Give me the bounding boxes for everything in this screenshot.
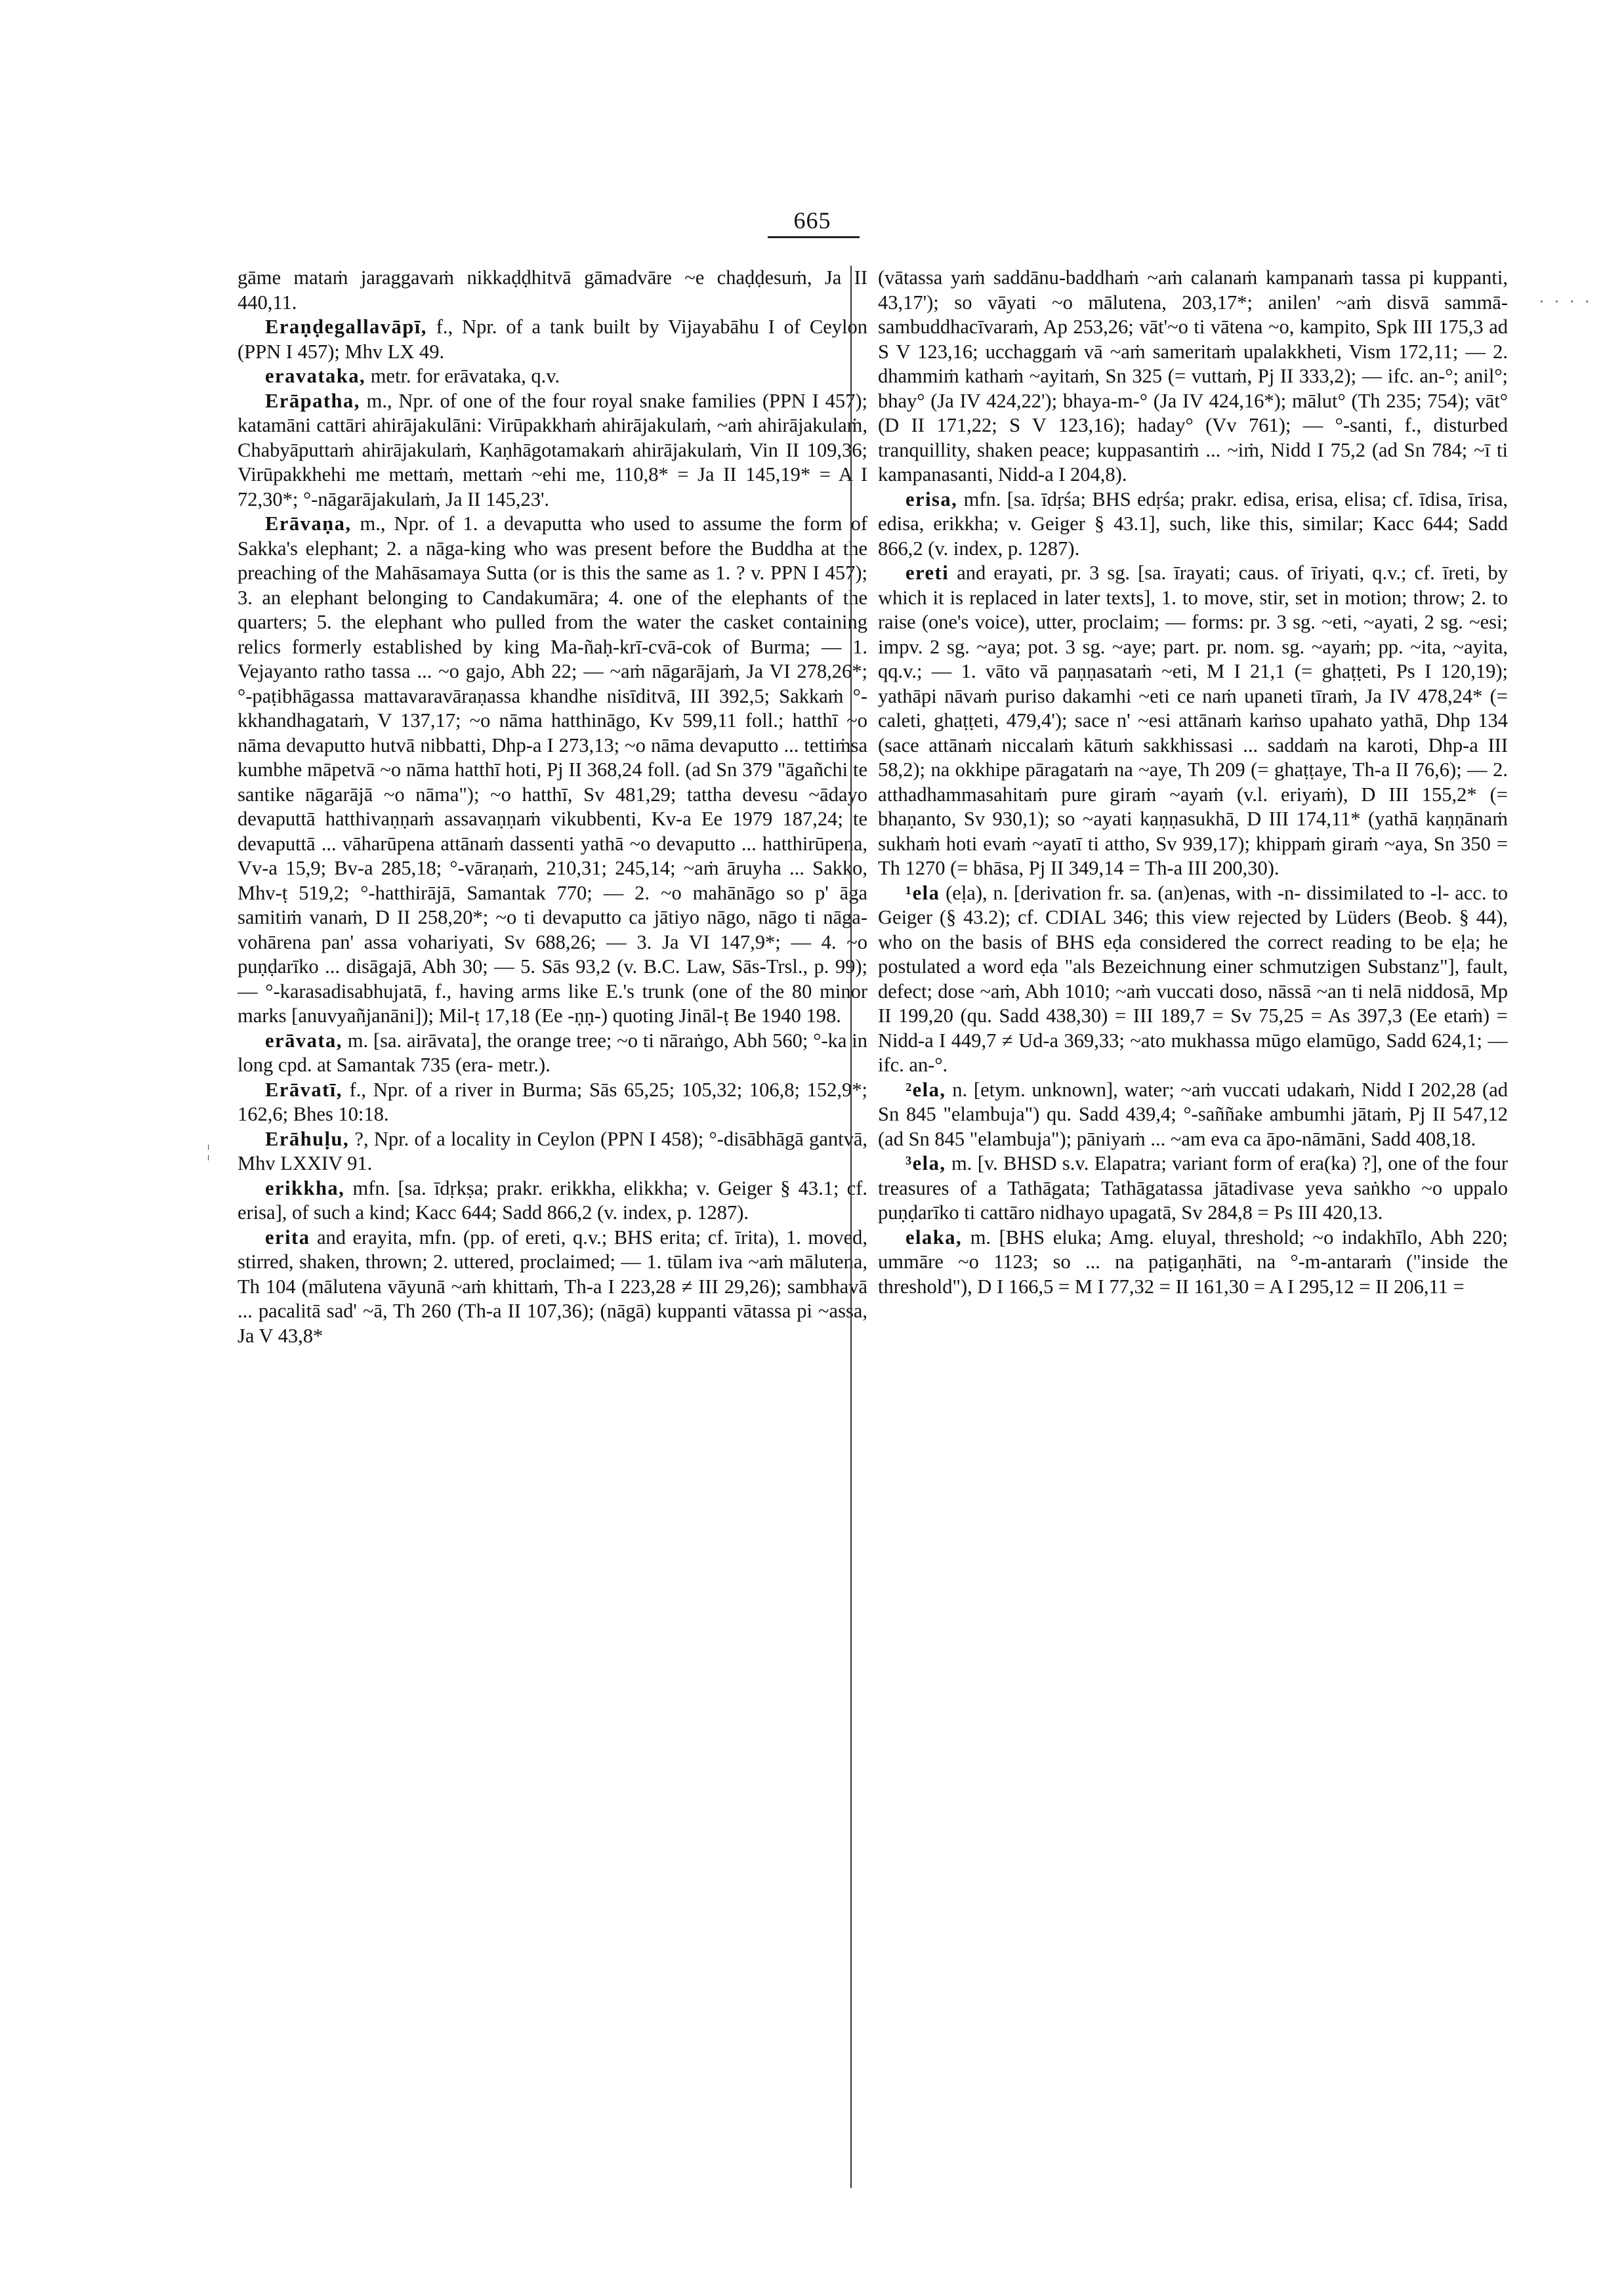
entry-body: f., Npr. of a river in Burma; Sās 65,25; 105,32; 106,8; 152,9*; 162,6; Bhes 10:18.	[238, 1078, 867, 1125]
dictionary-entry	[238, 266, 867, 315]
entry-body: (eḷa), n. [derivation fr. sa. (an)enas, with -n- dissimilated to -l- acc. to Geiger (§ 43.2); cf. CDIAL 346; this view rejected by Lüders (Beob. § 44), who on the basis of BHS eḍa considered the correct reading to be eḷa; he postulated a word eḍa "als Bezeichnung einer schmutzigen Substanz"], fault, defect; dose ~aṁ, Abh 1010; ~aṁ vuccati doso, nāssā ~an ti nelā niddosā, Mp II 199,20 (qu. Sadd 438,30) = III 189,7 = Sv 75,25 = As 397,3 (Ee etaṁ) = Nidd-a I 449,7 ≠ Ud-a 369,33; ~ato mukhassa mūgo elamūgo, Sadd 624,1; — ifc. an-°.	[878, 881, 1508, 1076]
entry-headword: Eraṇḍegallavāpī,	[265, 316, 427, 338]
entry-body: m. [sa. airāvata], the orange tree; ~o ti nāraṅgo, Abh 560; °-ka in long cpd. at Samantak 735 (era- metr.).	[238, 1029, 867, 1076]
dictionary-entry	[238, 1078, 867, 1127]
dictionary-entry	[878, 1151, 1508, 1226]
entry-headword: eravataka,	[265, 365, 366, 387]
entry-headword: ²ela,	[906, 1078, 946, 1101]
dictionary-entry	[878, 561, 1508, 881]
entry-headword: Erāvaṇa,	[265, 512, 352, 535]
entry-body: and erayati, pr. 3 sg. [sa. īrayati; caus. of īriyati, q.v.; cf. īreti, by which it is replaced in later texts], 1. to move, stir, set in motion; throw; 2. to raise (one's voice), utter, proclaim; — forms: pr. 3 sg. ~eti, ~ayati, 2 sg. ~esi; impv. 2 sg. ~aya; pot. 3 sg. ~aye; part. pr. nom. sg. ~ayaṁ; pp. ~ita, ~ayita, qq.v.; — 1. vāto vā paṇṇasataṁ ~eti, M I 21,1 (= ghaṭṭeti, Ps I 120,19); yathāpi nāvaṁ puriso dakamhi ~eti ce naṁ upaneti tīraṁ, Ja IV 478,24* (= caleti, ghaṭṭeti, 479,4'); sace n' ~esi attānaṁ kaṁso upahato yathā, Dhp 134 (sace attānaṁ niccalaṁ kātuṁ sakkhissasi ... saddaṁ na karoti, Dhp-a III 58,2); na okkhipe pāragataṁ na ~aye, Th 209 (= ghaṭṭaye, Th-a II 76,6); — 2. atthadhammasahitaṁ pure giraṁ ~ayaṁ (v.l. eriyaṁ), D III 155,2* (= bhaṇanto, Sv 930,1); so ~ayati kaṇṇasukhā, D III 174,11* (yathā kaṇṇānaṁ sukhaṁ hoti evaṁ ~ayatī ti attho, Sv 939,17); khippaṁ giraṁ ~aya, Sn 350 = Th 1270 (= bhāsa, Pj II 349,14 = Th-a III 200,30).	[878, 562, 1508, 879]
entry-body: mfn. [sa. īdṛkṣa; prakr. erikkha, elikkha; v. Geiger § 43.1; cf. erisa], of such a kind; Kacc 644; Sadd 866,2 (v. index, p. 1287).	[238, 1176, 867, 1224]
entry-body: m. [v. BHSD s.v. Elapatra; variant form of era(ka) ?], one of the four treasures of a Tathāgata; Tathāgatassa jātadivase yeva saṅkho ~o uppalo puṇḍarīko ti cattāro nidhayo upagatā, Sv 284,8 = Ps III 420,13.	[878, 1152, 1508, 1224]
entry-headword: erikkha,	[265, 1176, 345, 1199]
margin-tick: ¦	[207, 1142, 213, 1161]
entry-headword: elaka,	[906, 1226, 963, 1249]
dictionary-entry	[878, 487, 1508, 562]
entry-headword: ereti	[906, 562, 949, 584]
entry-body: (vātassa yaṁ saddānu-baddhaṁ ~aṁ calanaṁ kampanaṁ tassa pi kuppanti, 43,17'); so vāyati ~o mālutena, 203,17*; anilen' ~aṁ disvā sammā-sambuddhacīvaraṁ, Ap 253,26; vāt'~o ti vātena ~o, kampito, Spk III 175,3 ad S V 123,16; ucchaggaṁ vā ~aṁ sameritaṁ upalakkheti, Vism 172,11; — 2. dhammiṁ kathaṁ ~ayitaṁ, Sn 325 (= vuttaṁ, Pj II 333,2); — ifc. an-°; anil°; bhay° (Ja IV 424,22'); bhaya-m-° (Ja IV 424,16*); mālut° (Th 235; 754); vāt° (D II 171,22; S V 123,16); haday° (Vv 761); — °-santi, f., disturbed tranquillity, shaken peace; kuppasantiṁ ... ~iṁ, Nidd I 75,2 (ad Sn 784; ~ī ti kampanasanti, Nidd-a I 204,8).	[878, 266, 1508, 486]
left-column	[238, 266, 867, 2208]
entry-body: metr. for erāvataka, q.v.	[370, 365, 560, 387]
entry-headword: ³ela,	[906, 1152, 946, 1174]
dictionary-entry	[238, 512, 867, 1029]
entry-headword: Erāpatha,	[265, 389, 360, 412]
dictionary-entry	[238, 1176, 867, 1226]
column-divider	[850, 266, 852, 2188]
entry-headword: ¹ela	[906, 881, 940, 904]
entry-body: n. [etym. unknown], water; ~aṁ vuccati udakaṁ, Nidd I 202,28 (ad Sn 845 "elambuja") qu. Sadd 439,4; °-saññake ambumhi jātaṁ, Pj II 547,12 (ad Sn 845 "elambuja"); pāniyaṁ ... ~am eva ca āpo-nāmāni, Sadd 408,18.	[878, 1078, 1508, 1150]
right-column	[878, 266, 1508, 2208]
entry-body: mfn. [sa. īdṛśa; BHS edṛśa; prakr. edisa, erisa, elisa; cf. īdisa, īrisa, edisa, erikkha; v. Geiger § 43.1], such, like this, similar; Kacc 644; Sadd 866,2 (v. index, p. 1287).	[878, 487, 1508, 560]
entry-headword: Erāhuḷu,	[265, 1127, 350, 1150]
margin-dots: · · · ·	[1539, 292, 1593, 311]
entry-body: f., Npr. of a tank built by Vijayabāhu I of Ceylon (PPN I 457); Mhv LX 49.	[238, 316, 867, 363]
dictionary-entry	[238, 364, 867, 389]
header-rule	[768, 236, 860, 238]
dictionary-entry	[238, 389, 867, 512]
dictionary-entry	[878, 266, 1508, 487]
entry-headword: erāvata,	[265, 1029, 343, 1052]
entry-body: m., Npr. of one of the four royal snake families (PPN I 457); katamāni cattāri ahirājakulāni: Virūpakkhaṁ ahirājakulaṁ, ~aṁ ahirājakulaṁ, Chabyāputtaṁ ahirājakulaṁ, Kaṇhāgotamakaṁ ahirājakulaṁ, Vin II 109,36; Virūpakkhehi me mettaṁ, mettaṁ ~ehi me, 110,8* = Ja II 145,19* = A I 72,30*; °-nāgarājakulaṁ, Ja II 145,23'.	[238, 389, 867, 510]
entry-headword: erita	[265, 1226, 310, 1249]
entry-body: ?, Npr. of a locality in Ceylon (PPN I 458); °-disābhāgā gantvā, Mhv LXXIV 91.	[238, 1127, 867, 1174]
dictionary-entry	[238, 315, 867, 364]
entry-body: gāme mataṁ jaraggavaṁ nikkaḍḍhitvā gāmadvāre ~e chaḍḍesuṁ, Ja II 440,11.	[238, 266, 867, 314]
entry-headword: Erāvatī,	[265, 1078, 343, 1101]
dictionary-entry	[878, 881, 1508, 1078]
entry-headword: erisa,	[906, 487, 958, 510]
dictionary-entry	[238, 1127, 867, 1176]
entry-body: and erayita, mfn. (pp. of ereti, q.v.; BHS erita; cf. īrita), 1. moved, stirred, shaken, thrown; 2. uttered, proclaimed; — 1. tūlam iva ~aṁ mālutena, Th 104 (mālutena vāyunā ~aṁ khittaṁ, Th-a I 223,28 ≠ III 29,26); sambhavā ... pacalitā sad' ~ā, Th 260 (Th-a II 107,36); (nāgā) kuppanti vātassa pi ~assa, Ja V 43,8*	[238, 1226, 867, 1347]
entry-body: m. [BHS eluka; Amg. eluyal, threshold; ~o indakhīlo, Abh 220; ummāre ~o 1123; so ... na paṭigaṇhāti, na °-m-antaraṁ ("inside the threshold"), D I 166,5 = M I 77,32 = II 161,30 = A I 295,12 = II 206,11 =	[878, 1226, 1508, 1298]
dictionary-entry	[878, 1078, 1508, 1152]
page-number: 665	[793, 207, 831, 234]
dictionary-entry	[878, 1226, 1508, 1300]
entry-body: m., Npr. of 1. a devaputta who used to assume the form of Sakka's elephant; 2. a nāga-king who was present before the Buddha at the preaching of the Mahāsamaya Sutta (or is this the same as 1. ? v. PPN I 457); 3. an elephant belonging to Candakumāra; 4. one of the elephants of the quarters; 5. the elephant who pulled from the water the casket containing relics formerly established by king Ma-ñaḥ-krī-cvā-cok of Burma; — 1. Vejayanto ratho tassa ... ~o gajo, Abh 22; — ~aṁ nāgarājaṁ, Ja VI 278,26*; °-paṭibhāgassa mattavaravāraṇassa khandhe nisīditvā, III 392,5; Sakkaṁ °-kkhandhagataṁ, V 137,17; ~o nāma hatthināgo, Kv 599,11 foll.; hatthī ~o nāma devaputto hutvā nibbatti, Dhp-a I 273,13; ~o nāma devaputto ... tettiṁsa kumbhe māpetvā ~o nāma hatthī hoti, Pj II 368,24 foll. (ad Sn 379 "āgañchi te santike nāgarājā ~o nāma"); ~o hatthī, Sv 481,29; tattha devesu ~ādayo devaputtā hatthivaṇṇaṁ assavaṇṇaṁ vikubbenti, Kv-a Ee 1979 187,24; te devaputtā ... vāharūpena attānaṁ dassenti yathā ~o devaputto ... hatthirūpena, Vv-a 15,9; Bv-a 285,18; °-vāraṇaṁ, 210,31; 245,14; ~aṁ āruyha ... Sakko, Mhv-ṭ 519,2; °-hatthirājā, Samantak 770; — 2. ~o mahānāgo so p' āga samitiṁ vanaṁ, D II 258,20*; ~o ti devaputto ca jātiyo nāgo, nāgo ti nāga-vohārena pan' assa vohariyati, Sv 688,26; — 3. Ja VI 147,9*; — 4. ~o puṇḍarīko ... disāgajā, Abh 30; — 5. Sās 93,2 (v. B.C. Law, Sās-Trsl., p. 99); — °-karasadisabhujatā, f., having arms like E.'s trunk (one of the 80 minor marks [anuvyañjanāni]); Mil-ṭ 17,18 (Ee -ṇṇ-) quoting Jināl-ṭ Be 1940 198.	[238, 512, 867, 1027]
dictionary-entry	[238, 1029, 867, 1078]
dictionary-entry	[238, 1226, 867, 1349]
